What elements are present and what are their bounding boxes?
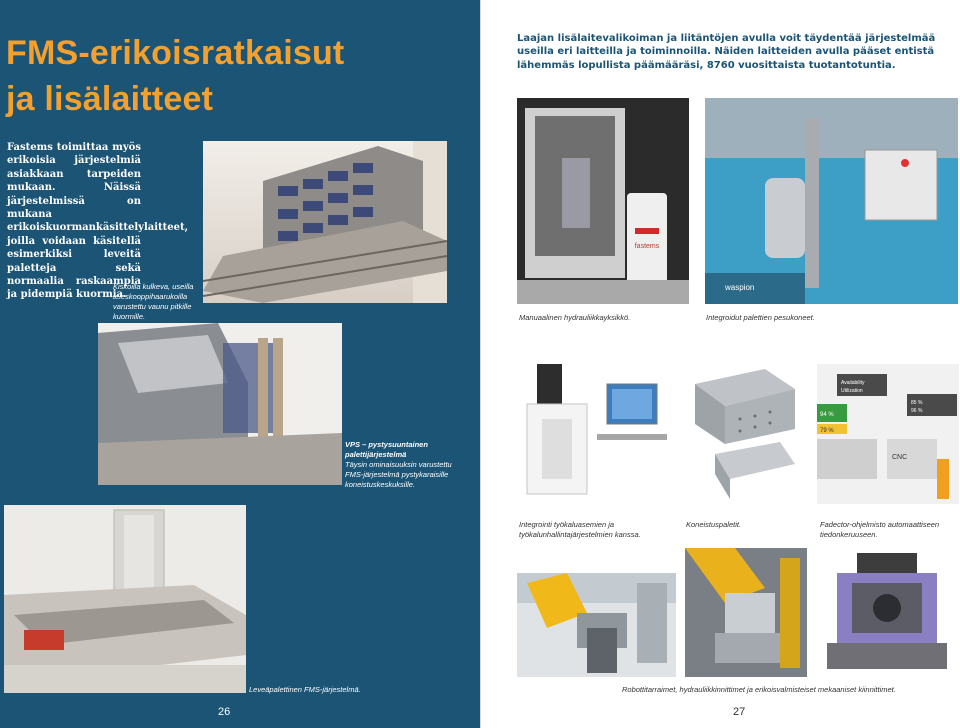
vps-caption bbox=[345, 440, 455, 490]
washing-machine-illustration bbox=[705, 98, 958, 304]
tool-presetter-illustration bbox=[517, 344, 667, 504]
photo-factector-software bbox=[817, 364, 959, 504]
factector-illustration bbox=[817, 364, 959, 504]
caption-robot-grippers: Robottitarraimet, hydrauliikkinnittimet ja erikoisvalmisteiset mekaaniset kiinnittimet. bbox=[622, 685, 896, 694]
robot-gripper-1-illustration bbox=[517, 573, 676, 677]
factector-label-96: 96 % bbox=[911, 408, 923, 414]
caption-wide-pallet: Leveäpalettinen FMS-järjestelmä. bbox=[249, 685, 361, 694]
left-intro-text: Fastems toimittaa myös erikoisia järjestelmiä asiakkaan tarpeiden mukaan. Näissä järjestelmissä on mukana erikoiskuormankäsittelylaitteet, joilla voidaan käsitellä esimerkiksi leveitä paletteja sekä normaalia raskaampia ja pidempiä kuormia. bbox=[7, 142, 189, 301]
hydraulic-unit-illustration bbox=[517, 98, 689, 304]
photo-wide-pallet bbox=[4, 505, 246, 693]
caption-pallet-washing: Integroidut palettien pesukoneet. bbox=[706, 313, 815, 322]
vps-illustration bbox=[98, 323, 342, 485]
photo-robot-gripper-2 bbox=[685, 548, 807, 677]
photo-rail-cart bbox=[203, 141, 447, 303]
machining-pallets-illustration bbox=[685, 364, 803, 504]
factector-label-cnc: CNC bbox=[892, 454, 908, 461]
caption-rail-cart: Kiskoilla kulkeva, useilla teleskooppihaarukoilla varustettu vaunu pitkille kuormille. bbox=[113, 282, 194, 321]
caption-factector: Fadector-ohjelmisto automaattiseen tiedonkeruuseen. bbox=[820, 520, 940, 539]
photo-machining-pallets bbox=[685, 364, 803, 504]
factector-label-85: 85 % bbox=[911, 400, 923, 406]
factector-label-79: 79 % bbox=[820, 428, 834, 434]
page-title bbox=[6, 30, 426, 122]
factector-label-utilization: Utilization bbox=[841, 388, 863, 394]
caption-manual-hydraulic: Manuaalinen hydrauliikkayksikkö. bbox=[519, 313, 631, 322]
rail-cart-illustration bbox=[203, 141, 447, 303]
vps-caption-text: Täysin ominaisuuksin varustettu FMS-järjestelmä pystykaraisille koneistuskeskuksille. bbox=[345, 460, 452, 489]
photo-robot-gripper-1 bbox=[517, 573, 676, 677]
page-title-line-2: ja lisälaitteet bbox=[6, 80, 214, 118]
wash-brand: waspion bbox=[725, 283, 755, 292]
photo-washing-machine bbox=[705, 98, 958, 304]
wide-pallet-illustration bbox=[4, 505, 246, 693]
vps-caption-title: VPS – pystysuuntainen palettijärjestelmä bbox=[345, 440, 428, 459]
caption-tool-integration: Integrointi työkaluasemien ja työkalunhallintajärjestelmien kanssa. bbox=[519, 520, 641, 539]
page-title-line-1: FMS-erikoisratkaisut bbox=[6, 34, 345, 72]
photo-tool-presetter bbox=[517, 344, 667, 504]
page-number-right: 27 bbox=[733, 706, 746, 718]
robot-gripper-2-illustration bbox=[685, 548, 807, 677]
right-intro-text: Laajan lisälaitevalikoiman ja liitäntöjen avulla voit täydentää järjestelmää useilla eri laitteilla ja toiminnoilla. Näiden laitteiden avulla pääset entistä lähemmäs lopullista päämääräsi, 8760 vuosittaista tuotantotuntia. bbox=[517, 33, 936, 71]
photo-vps bbox=[98, 323, 342, 485]
photo-hydraulic-unit bbox=[517, 98, 689, 304]
caption-machining-pallets: Koneistuspaletit. bbox=[686, 520, 742, 529]
photo-hydraulic-fixture bbox=[817, 548, 958, 677]
hydraulic-fixture-illustration bbox=[817, 548, 958, 677]
page-number-left: 26 bbox=[218, 706, 231, 718]
factector-label-94: 94 % bbox=[820, 412, 834, 418]
factector-label-availability: Availability bbox=[841, 380, 865, 386]
hydraulic-brand: fastems bbox=[634, 243, 660, 250]
